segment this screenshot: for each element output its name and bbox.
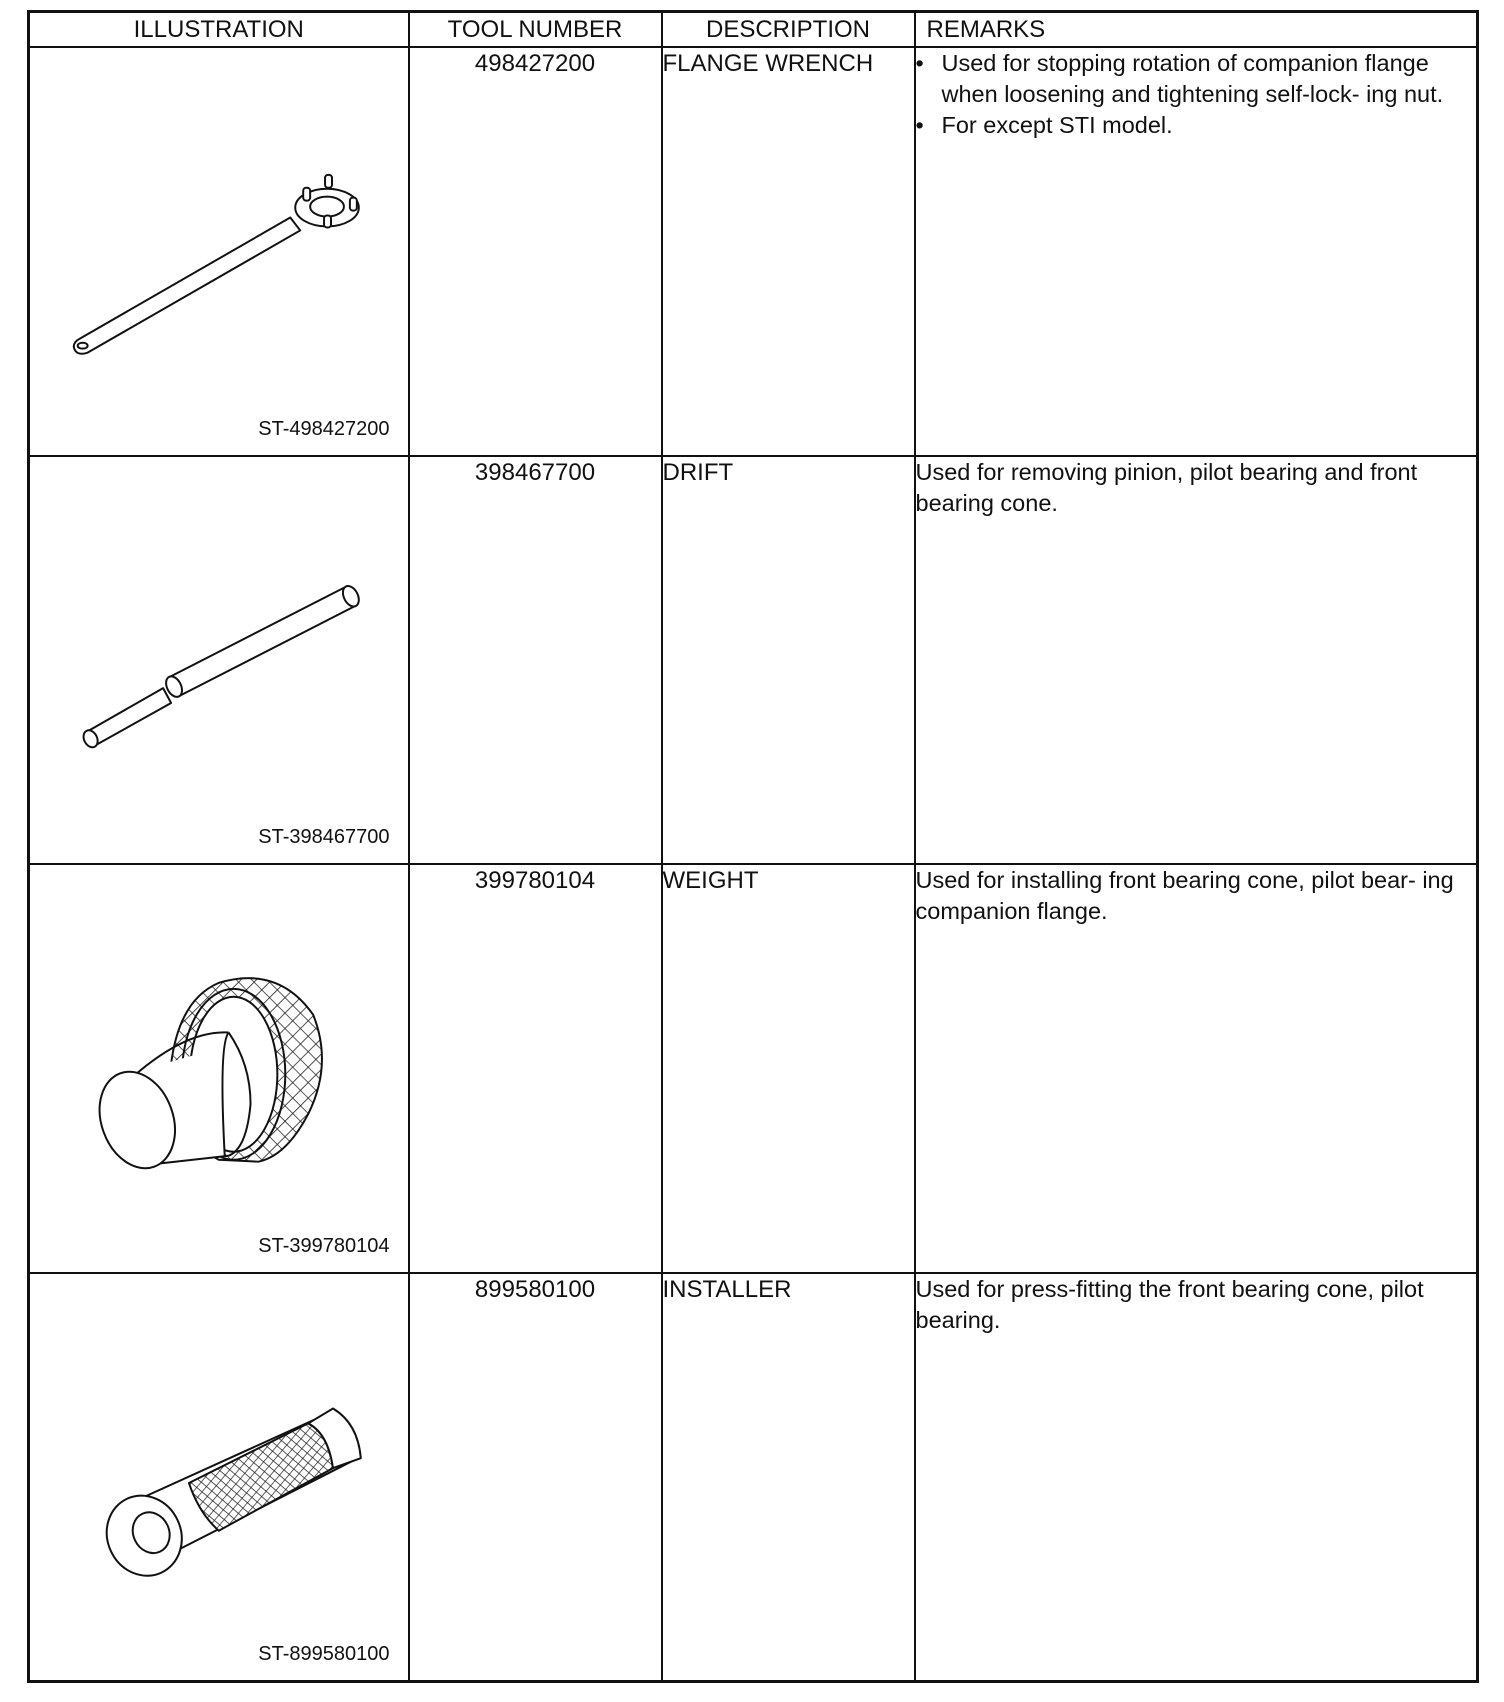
tool-number: 498427200 — [474, 50, 596, 77]
tool-description: DRIFT — [662, 458, 734, 486]
tool-number: 398467700 — [474, 458, 596, 486]
tool-number-cell — [409, 47, 662, 456]
header-row — [29, 12, 1478, 48]
table-row — [29, 864, 1478, 1273]
header-remarks: REMARKS — [915, 12, 1478, 48]
remarks-text: Used for press-fitting the front bearing cone, pilot bearing. — [915, 1275, 1424, 1333]
st-code-label: ST-899580100 — [258, 1643, 390, 1665]
weight-illustration — [30, 865, 408, 1272]
remarks-cell — [915, 1273, 1478, 1682]
description-cell — [662, 1273, 915, 1682]
tool-description: WEIGHT — [662, 867, 759, 895]
table-row — [29, 1273, 1478, 1682]
remarks-bullet: • For except STI model. — [916, 110, 1477, 141]
illustration-cell — [29, 47, 409, 456]
description-cell — [662, 47, 915, 456]
illustration-cell — [29, 456, 409, 865]
st-code-label: ST-398467700 — [258, 826, 390, 849]
installer-illustration — [30, 1274, 408, 1680]
st-code-label: ST-498427200 — [258, 417, 390, 440]
remarks-bullet: • Used for stopping rotation of companion flange when loosening and tightening self-lock- ing nut. — [916, 48, 1477, 110]
drift-illustration — [30, 457, 408, 864]
table-row — [29, 456, 1478, 865]
remarks-cell — [915, 47, 1478, 456]
description-cell — [662, 864, 915, 1273]
tool-number-cell — [409, 864, 662, 1273]
illustration-cell — [29, 1273, 409, 1682]
description-cell — [662, 456, 915, 865]
remarks-cell — [915, 864, 1478, 1273]
illustration-cell — [29, 864, 409, 1273]
tool-description: FLANGE WRENCH — [662, 50, 874, 77]
tool-number-cell — [409, 1273, 662, 1682]
tool-number-cell — [409, 456, 662, 865]
remarks-cell — [915, 456, 1478, 865]
remarks-list — [916, 48, 1477, 141]
st-code-label: ST-399780104 — [258, 1234, 390, 1257]
tool-number: 399780104 — [474, 867, 596, 895]
remarks-text: Used for removing pinion, pilot bearing and front bearing cone. — [915, 458, 1418, 516]
tool-description: INSTALLER — [662, 1275, 792, 1303]
remarks-text: Used for installing front bearing cone, pilot bear- ing companion flange. — [915, 867, 1454, 925]
table-row — [29, 47, 1478, 456]
header-tool-number: TOOL NUMBER — [409, 12, 662, 48]
flange-wrench-illustration — [30, 48, 408, 455]
tool-number: 899580100 — [474, 1275, 596, 1303]
header-illustration: ILLUSTRATION — [29, 12, 409, 48]
special-tools-table — [27, 10, 1479, 1683]
header-description: DESCRIPTION — [662, 12, 915, 48]
